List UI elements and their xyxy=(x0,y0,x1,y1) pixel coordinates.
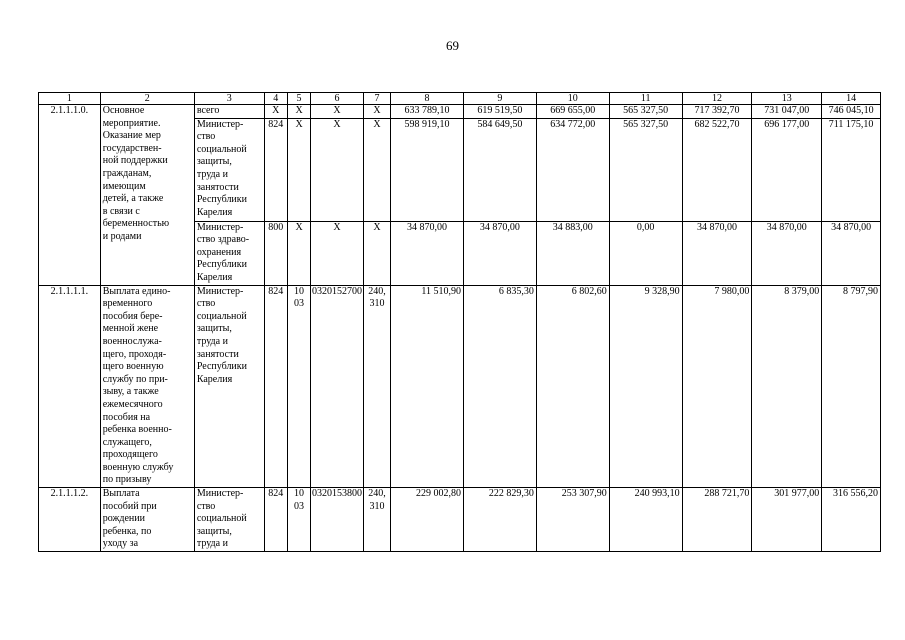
cell-text-line: проходящего xyxy=(102,449,158,461)
table-row xyxy=(39,105,881,119)
executor-cell xyxy=(194,105,264,119)
cell-text-line: Республики xyxy=(196,194,247,206)
cell-col6: 0320153800 xyxy=(311,488,364,552)
cell-col6: X xyxy=(311,221,364,285)
col-header: 10 xyxy=(536,93,609,105)
value-cell: 6 802,60 xyxy=(536,285,609,488)
cell-text-line: 10 xyxy=(294,285,305,297)
cell-col6: X xyxy=(311,105,364,119)
value-cell: 34 870,00 xyxy=(463,221,536,285)
cell-text-line: военную службу xyxy=(102,461,174,473)
cell-text-line: уходу за xyxy=(102,538,139,550)
cell-text-line: менной жене xyxy=(102,323,159,335)
cell-text-line: занятости xyxy=(196,181,239,193)
value-cell: 717 392,70 xyxy=(682,105,752,119)
cell-text-line: ежемесячного xyxy=(102,398,163,410)
cell-text-line: труда и xyxy=(196,538,228,550)
page-number: 69 xyxy=(446,38,459,53)
cell-text-line: и родами xyxy=(102,230,142,242)
cell-text-line: Республики xyxy=(196,259,247,271)
value-cell: 34 883,00 xyxy=(536,221,609,285)
cell-text-line: пособий при xyxy=(102,500,157,512)
cell-col5 xyxy=(287,488,310,552)
value-cell: 253 307,90 xyxy=(536,488,609,552)
cell-text-line: 10 xyxy=(294,488,305,500)
cell-text-line: по призыву xyxy=(102,474,152,486)
value-cell: 316 556,20 xyxy=(822,488,881,552)
executor-cell xyxy=(194,285,264,488)
cell-col6: 0320152700 xyxy=(311,285,364,488)
cell-col7 xyxy=(363,285,390,488)
row-name xyxy=(100,105,194,286)
value-cell: 229 002,80 xyxy=(391,488,464,552)
table-row xyxy=(39,488,881,552)
value-cell: 696 177,00 xyxy=(752,118,822,221)
executor-cell xyxy=(194,221,264,285)
row-code: 2.1.1.1.1. xyxy=(39,285,101,488)
value-cell: 619 519,50 xyxy=(463,105,536,119)
col-header: 5 xyxy=(287,93,310,105)
cell-col5: X xyxy=(287,118,310,221)
cell-text-line: Министер- xyxy=(196,285,244,297)
cell-text-line: охранения xyxy=(196,246,242,258)
cell-text-line: труда и xyxy=(196,168,228,180)
value-cell: 34 870,00 xyxy=(391,221,464,285)
value-cell: 682 522,70 xyxy=(682,118,752,221)
col-header: 4 xyxy=(264,93,287,105)
cell-text-line: пособия на xyxy=(102,411,151,423)
cell-text-line: Карелия xyxy=(196,206,233,218)
cell-text-line: государствен- xyxy=(102,142,162,154)
col-header: 14 xyxy=(822,93,881,105)
cell-col4: 800 xyxy=(264,221,287,285)
row-name xyxy=(100,488,194,552)
cell-text-line: Карелия xyxy=(196,271,233,283)
cell-text-line: ной поддержки xyxy=(102,155,168,167)
value-cell: 8 797,90 xyxy=(822,285,881,488)
cell-text-line: пособия бере- xyxy=(102,310,163,322)
cell-col7: X xyxy=(363,105,390,119)
cell-text-line: 03 xyxy=(294,500,305,512)
cell-text-line: служащего, xyxy=(102,436,152,448)
value-cell: 8 379,00 xyxy=(752,285,822,488)
cell-text-line: Выплата едино- xyxy=(102,285,171,297)
cell-text-line: Министер- xyxy=(196,118,244,130)
col-header: 8 xyxy=(391,93,464,105)
executor-cell xyxy=(194,118,264,221)
value-cell: 565 327,50 xyxy=(609,105,682,119)
cell-text-line: 240, xyxy=(368,488,386,500)
cell-text-line: всего xyxy=(196,105,220,116)
cell-text-line: Министер- xyxy=(196,488,244,500)
cell-col5: X xyxy=(287,221,310,285)
cell-text-line: социальной xyxy=(196,513,247,525)
cell-text-line: Оказание мер xyxy=(102,130,161,142)
col-header: 11 xyxy=(609,93,682,105)
col-header: 1 xyxy=(39,93,101,105)
value-cell: 7 980,00 xyxy=(682,285,752,488)
col-header: 9 xyxy=(463,93,536,105)
col-header: 7 xyxy=(363,93,390,105)
executor-cell xyxy=(194,488,264,552)
cell-text-line: ребенка, по xyxy=(102,525,152,537)
cell-text-line: защиты, xyxy=(196,156,232,168)
cell-text-line: 310 xyxy=(369,298,385,310)
value-cell: 222 829,30 xyxy=(463,488,536,552)
col-header: 12 xyxy=(682,93,752,105)
value-cell: 711 175,10 xyxy=(822,118,881,221)
cell-text-line: ство xyxy=(196,500,216,512)
col-header: 13 xyxy=(752,93,822,105)
cell-text-line: социальной xyxy=(196,143,247,155)
cell-col5: X xyxy=(287,105,310,119)
cell-text-line: имеющим xyxy=(102,180,146,192)
cell-col4: X xyxy=(264,105,287,119)
cell-text-line: ство здраво- xyxy=(196,234,250,246)
cell-text-line: ство xyxy=(196,131,216,143)
cell-text-line: ребенка военно- xyxy=(102,424,172,436)
cell-text-line: Республики xyxy=(196,361,247,373)
cell-col4: 824 xyxy=(264,488,287,552)
col-header: 2 xyxy=(100,93,194,105)
value-cell: 584 649,50 xyxy=(463,118,536,221)
cell-col5 xyxy=(287,285,310,488)
cell-text-line: занятости xyxy=(196,348,239,360)
cell-text-line: 310 xyxy=(369,500,385,512)
cell-col7: X xyxy=(363,221,390,285)
cell-col4: 824 xyxy=(264,285,287,488)
cell-text-line: в связи с xyxy=(102,205,140,217)
cell-text-line: зыву, а также xyxy=(102,386,159,398)
cell-text-line: щего военную xyxy=(102,361,164,373)
cell-text-line: Выплата xyxy=(102,488,140,500)
value-cell: 634 772,00 xyxy=(536,118,609,221)
table-row xyxy=(39,285,881,488)
cell-col7 xyxy=(363,488,390,552)
value-cell: 565 327,50 xyxy=(609,118,682,221)
cell-text-line: социальной xyxy=(196,310,247,322)
value-cell: 240 993,10 xyxy=(609,488,682,552)
row-name xyxy=(100,285,194,488)
value-cell: 11 510,90 xyxy=(391,285,464,488)
cell-col7: X xyxy=(363,118,390,221)
value-cell: 746 045,10 xyxy=(822,105,881,119)
cell-text-line: военнослужа- xyxy=(102,335,162,347)
value-cell: 288 721,70 xyxy=(682,488,752,552)
value-cell: 633 789,10 xyxy=(391,105,464,119)
cell-text-line: 240, xyxy=(368,285,386,297)
value-cell: 9 328,90 xyxy=(609,285,682,488)
cell-text-line: Карелия xyxy=(196,373,233,385)
value-cell: 34 870,00 xyxy=(752,221,822,285)
cell-text-line: гражданам, xyxy=(102,167,152,179)
cell-text-line: рождении xyxy=(102,513,145,525)
cell-text-line: защиты, xyxy=(196,525,232,537)
value-cell: 34 870,00 xyxy=(822,221,881,285)
cell-text-line: мероприятие. xyxy=(102,117,161,129)
cell-text-line: службу по при- xyxy=(102,373,168,385)
value-cell: 598 919,10 xyxy=(391,118,464,221)
value-cell: 669 655,00 xyxy=(536,105,609,119)
cell-text-line: временного xyxy=(102,298,153,310)
row-code: 2.1.1.1.2. xyxy=(39,488,101,552)
cell-text-line: беременностью xyxy=(102,218,170,230)
col-header: 3 xyxy=(194,93,264,105)
value-cell: 6 835,30 xyxy=(463,285,536,488)
budget-table xyxy=(38,92,881,552)
col-header: 6 xyxy=(311,93,364,105)
cell-text-line: 03 xyxy=(294,298,305,310)
value-cell: 301 977,00 xyxy=(752,488,822,552)
value-cell: 0,00 xyxy=(609,221,682,285)
row-code: 2.1.1.1.0. xyxy=(39,105,101,286)
header-row xyxy=(39,93,881,105)
value-cell: 34 870,00 xyxy=(682,221,752,285)
cell-text-line: ство xyxy=(196,298,216,310)
cell-text-line: защиты, xyxy=(196,323,232,335)
cell-text-line: Министер- xyxy=(196,221,244,233)
cell-text-line: щего, проходя- xyxy=(102,348,167,360)
cell-text-line: детей, а также xyxy=(102,193,164,205)
cell-col4: 824 xyxy=(264,118,287,221)
cell-col6: X xyxy=(311,118,364,221)
value-cell: 731 047,00 xyxy=(752,105,822,119)
cell-text-line: Основное xyxy=(102,105,145,116)
cell-text-line: труда и xyxy=(196,335,228,347)
